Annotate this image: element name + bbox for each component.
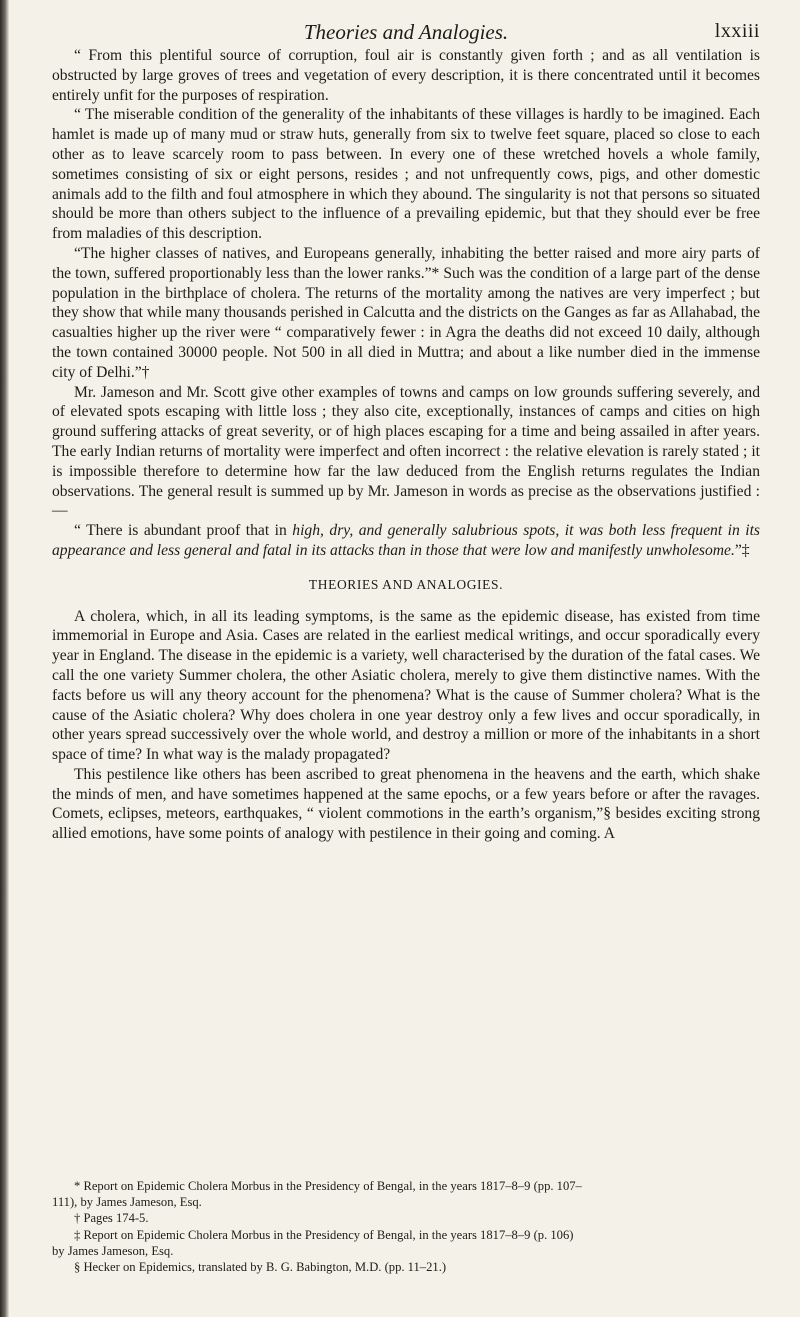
- paragraph: A cholera, which, in all its leading symptoms, is the same as the epidemic disease, has existed from time immemorial in Europe and Asia. Cases are related in the earliest medical writings, and occur sporadically every year in England. The disease in the epidemic is a variety, well characterised by the duration of the fatal cases. We call the one variety Summer cholera, the other Asiatic cholera, merely to give them distinctive names. With the facts before us will any theory account for the phenomena? What is the cause of Summer cholera? What is the cause of the Asiatic cholera? Why does cholera in one year destroy only a few lives and occur sporadically, in other years spread successively over the whole world, and destroy a million or more of the inhabitants in a short space of time? In what way is the malady propagated?: [52, 607, 760, 764]
- footnote: * Report on Epidemic Cholera Morbus in the Presidency of Bengal, in the years 1817–8–9 (pp. 107–: [74, 1179, 582, 1193]
- paragraph: This pestilence like others has been ascribed to great phenomena in the heavens and the earth, which shake the minds of men, and have sometimes happened at the same epochs, or a few years before or after the ravages. Comets, eclipses, meteors, earthquakes, “ violent commotions in the earth’s organism,”§ besides exciting strong allied emotions, have some points of analogy with pestilence in their going and coming. A: [52, 765, 760, 843]
- main-text: [52, 46, 760, 844]
- quote-start: “ There is abundant proof that in: [74, 522, 293, 540]
- running-header: [52, 10, 760, 46]
- footnote-continuation: 111), by James Jameson, Esq.: [52, 1195, 202, 1210]
- footnote-continuation: by James Jameson, Esq.: [52, 1243, 174, 1258]
- footnote: † Pages 174-5.: [74, 1211, 149, 1226]
- footnote: § Hecker on Epidemics, translated by B. G. Babington, M.D. (pp. 11–21.): [74, 1260, 447, 1275]
- section-heading: THEORIES AND ANALOGIES.: [308, 576, 504, 592]
- footnote: ‡ Report on Epidemic Cholera Morbus in the Presidency of Bengal, in the years 1817–8–9 (p. 106): [74, 1227, 574, 1242]
- paragraph: “ The miserable condition of the generality of the inhabitants of these villages is hardly to be imagined. Each hamlet is made up of many mud or straw huts, generally from six to twelve feet square, placed so close to each other as to leave scarcely room to pass between. In every one of these wretched hovels a whole family, sometimes consisting of six or eight persons, resides ; and not unfrequently cows, pigs, and other domestic animals add to the filth and foul atmosphere in which they abound. The singularity is not that persons so situated should be more than others subject to the influence of a prevailing epidemic, but that they should ever be free from maladies of this description.: [52, 106, 760, 243]
- page-number: lxxiii: [714, 20, 760, 42]
- running-title: Theories and Analogies.: [303, 20, 509, 44]
- scan-edge-shadow: [0, 0, 9, 1317]
- paragraph: “ From this plentiful source of corruption, foul air is constantly given forth ; and as all ventilation is obstructed by large groves of trees and vegetation of every description, it is there concentrated until it becomes entirely unfit for the purposes of respiration.: [52, 47, 760, 104]
- paragraph: Mr. Jameson and Mr. Scott give other examples of towns and camps on low grounds suffering severely, and of elevated spots escaping with little loss ; they also cite, exceptionally, instances of camps and cities on high ground suffering attacks of great severity, or of high places escaping for a time and being assailed in after years. The early Indian returns of mortality were imperfect and often incorrect : the relative elevation is rarely stated ; it is impossible therefore to determine how far the law deduced from the English returns regulates the Indian observations. The general result is summed up by Mr. Jameson in words as precise as the observations justified :—: [52, 383, 760, 520]
- footnotes: [52, 1178, 760, 1275]
- book-page: [52, 10, 760, 1275]
- quote-end: ”‡: [734, 541, 750, 559]
- block-quote: [52, 521, 760, 561]
- paragraph: “The higher classes of natives, and Europeans generally, inhabiting the better raised and more airy parts of the town, suffered proportionably less than the lower ranks.”* Such was the condition of a large part of the dense population in the birthplace of cholera. The returns of the mortality among the natives are very imperfect ; but they show that while many thousands perished in Calcutta and the districts on the Ganges as far as Allahabad, the casualties higher up the river were “ comparatively fewer : in Agra the deaths did not exceed 10 daily, although the town contained 30000 people. Not 500 in all died in Muttra; and about a like number died in the immense city of Delhi.”†: [52, 244, 760, 381]
- quote-italic: high, dry, and generally salubrious spots, it was both less frequent in its appearance and less general and fatal in its attacks than in those that were low and manifestly unwholesome.: [52, 522, 760, 559]
